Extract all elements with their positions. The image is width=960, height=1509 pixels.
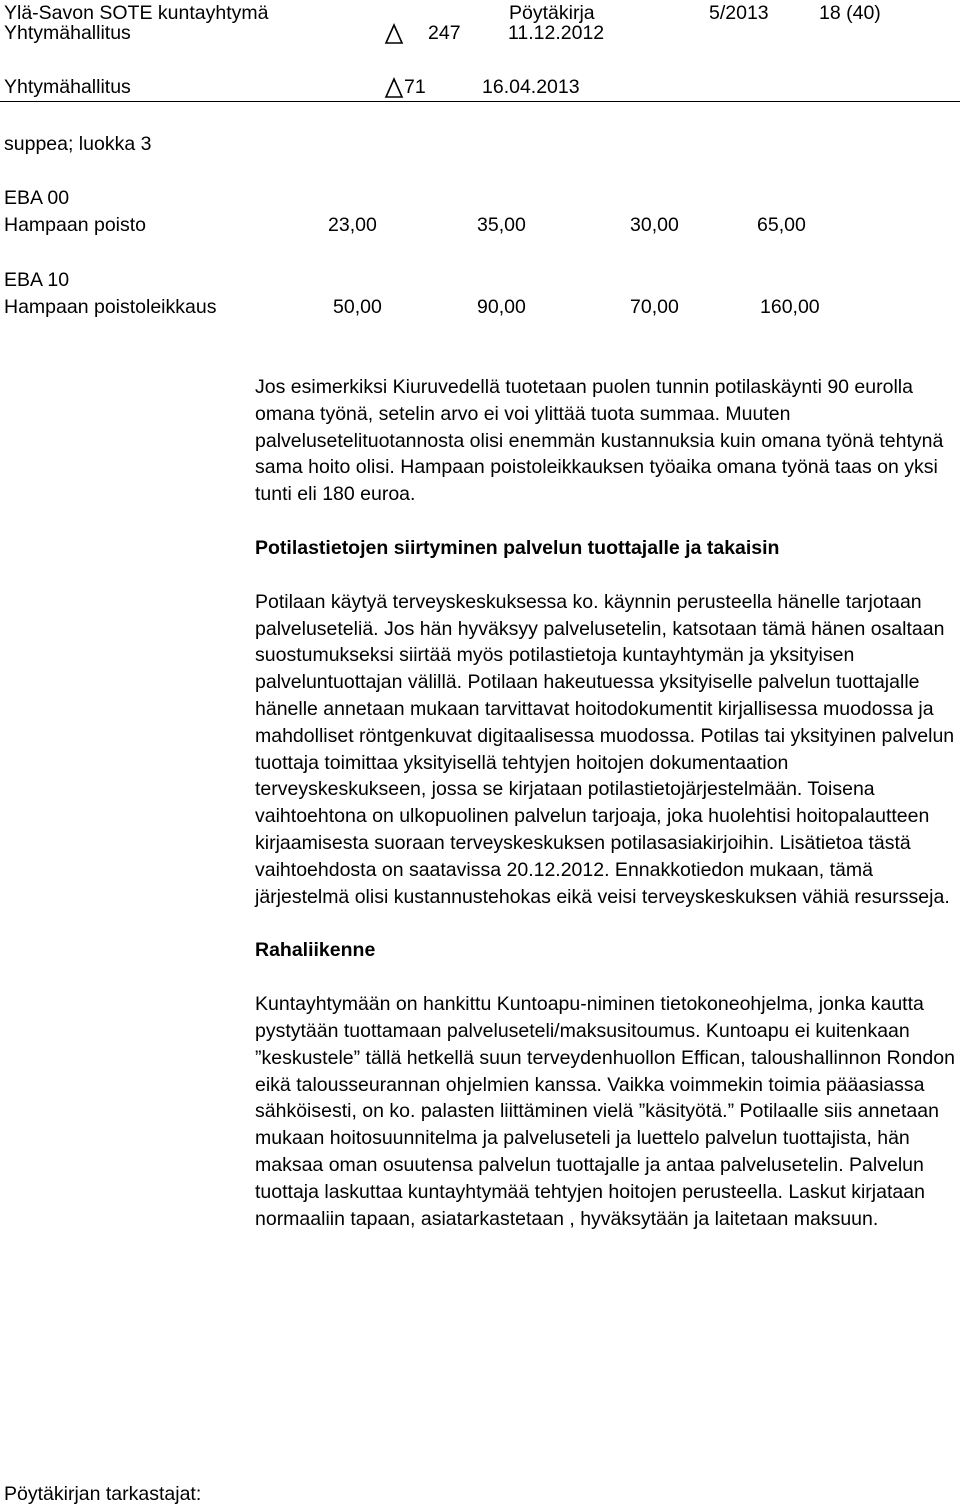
reference-body-2: Yhtymähallitus [4,76,131,98]
procedure-code: EBA 10 [4,269,70,291]
reference-date-2: 16.04.2013 [482,76,580,98]
header-divider [0,101,960,102]
price-value: 23,00 [328,214,377,236]
reference-section-1: 247 [428,22,461,44]
body-text [255,374,960,1232]
document-type: Pöytäkirja [509,2,595,24]
paragraph-cost-example: Jos esimerkiksi Kiuruvedellä tuotetaan puolen tunnin potilaskäynti 90 eurolla omana työnä, setelin arvo ei voi ylittää tuota summaa. Muuten palvelusetelituotannosta olisi enemmän kustannuksia kuin omana työnä tehtynä sama hoito olisi. Hampaan poistoleikkauksen työaika omana työnä taas on yksi tunti eli 180 euroa. [255,376,944,506]
reference-date-1: 11.12.2012 [508,22,605,44]
paragraph-patient-data: Potilaan käytyä terveyskeskuksessa ko. käynnin perusteella hänelle tarjotaan palveluseteliä. Jos hän hyväksyy palvelusetelin, katsotaan tämä hänen osaltaan suostumukseksi siirtää myös potilastietoja kuntayhtymän ja yksityisen palveluntuottajan välillä. Potilaan hakeutuessa yksityiselle palvelun tuottajalle hänelle annetaan mukaan tarvittavat hoitodokumentit kirjallisessa muodossa ja mahdolliset röntgenkuvat digitaalisessa muodossa. Potilas tai yksityinen palvelun tuottaja toimittaa yksityisellä tehtyjen hoitojen dokumentaation terveyskeskukseen, jossa se kirjataan potilastietojärjestelmään. Toisena vaihtoehtona on ulkopuolinen palvelun tarjoaja, joka huolehtisi hoitopalautteen kirjaamisesta suoraan terveyskeskuksen potilasasiakirjoihin. Lisätietoa tästä vaihtoehdosta on saatavissa 20.12.2012. Ennakkotiedon mukaan, tämä järjestelmä olisi kustannustehokas eikä veisi terveyskeskuksen vähiä resursseja. [255,590,955,908]
paragraph-cash-flow: Kuntayhtymään on hankittu Kuntoapu-niminen tietokoneohjelma, jonka kautta pystytään tuottamaan palveluseteli/maksusitoumus. Kuntoapu ei kuitenkaan ”keskustele” tällä hetkellä suun terveydenhuollon Effican, taloushallinnon Rondon eikä talousseurannan ohjelmien kanssa. Vaikka voimmekin toimia pääasiassa sähköisesti, on ko. palasten liittäminen vielä ”käsityötä.” Potilaalle siis annetaan mukaan hoitosuunnitelma ja palveluseteli ja luettelo palvelun tuottajista, hän maksaa oman osuutensa palvelun tuottajalle ja antaa palvelusetelin. Palvelun tuottaja laskuttaa kuntayhtymää tehtyjen hoitojen perusteella. Laskut kirjataan normaaliin tapaan, asiatarkastetaan , hyväksytään ja laitetaan maksuun. [255,993,955,1230]
price-value: 35,00 [477,214,526,236]
reference-section-2: 71 [404,76,426,98]
heading-patient-data-transfer: Potilastietojen siirtyminen palvelun tuottajalle ja takaisin [255,536,780,559]
price-value: 50,00 [333,296,382,318]
category-line: suppea; luokka 3 [4,133,152,155]
page-number: 18 (40) [819,2,881,24]
document-number: 5/2013 [709,2,769,24]
organization-name: Ylä-Savon SOTE kuntayhtymä [4,2,269,24]
reference-body-1: Yhtymähallitus [4,22,131,44]
procedure-name: Hampaan poisto [4,214,147,236]
procedure-code: EBA 00 [4,187,70,209]
price-value: 70,00 [630,296,679,318]
procedure-name: Hampaan poistoleikkaus [4,296,217,318]
heading-cash-flow: Rahaliikenne [255,939,376,962]
price-value: 30,00 [630,214,679,236]
reviewers-label: Pöytäkirjan tarkastajat: [4,1483,202,1505]
price-value: 65,00 [757,214,806,236]
price-value: 160,00 [760,296,820,318]
section-sign-icon [384,77,404,99]
price-value: 90,00 [477,296,526,318]
section-sign-icon [384,23,404,45]
